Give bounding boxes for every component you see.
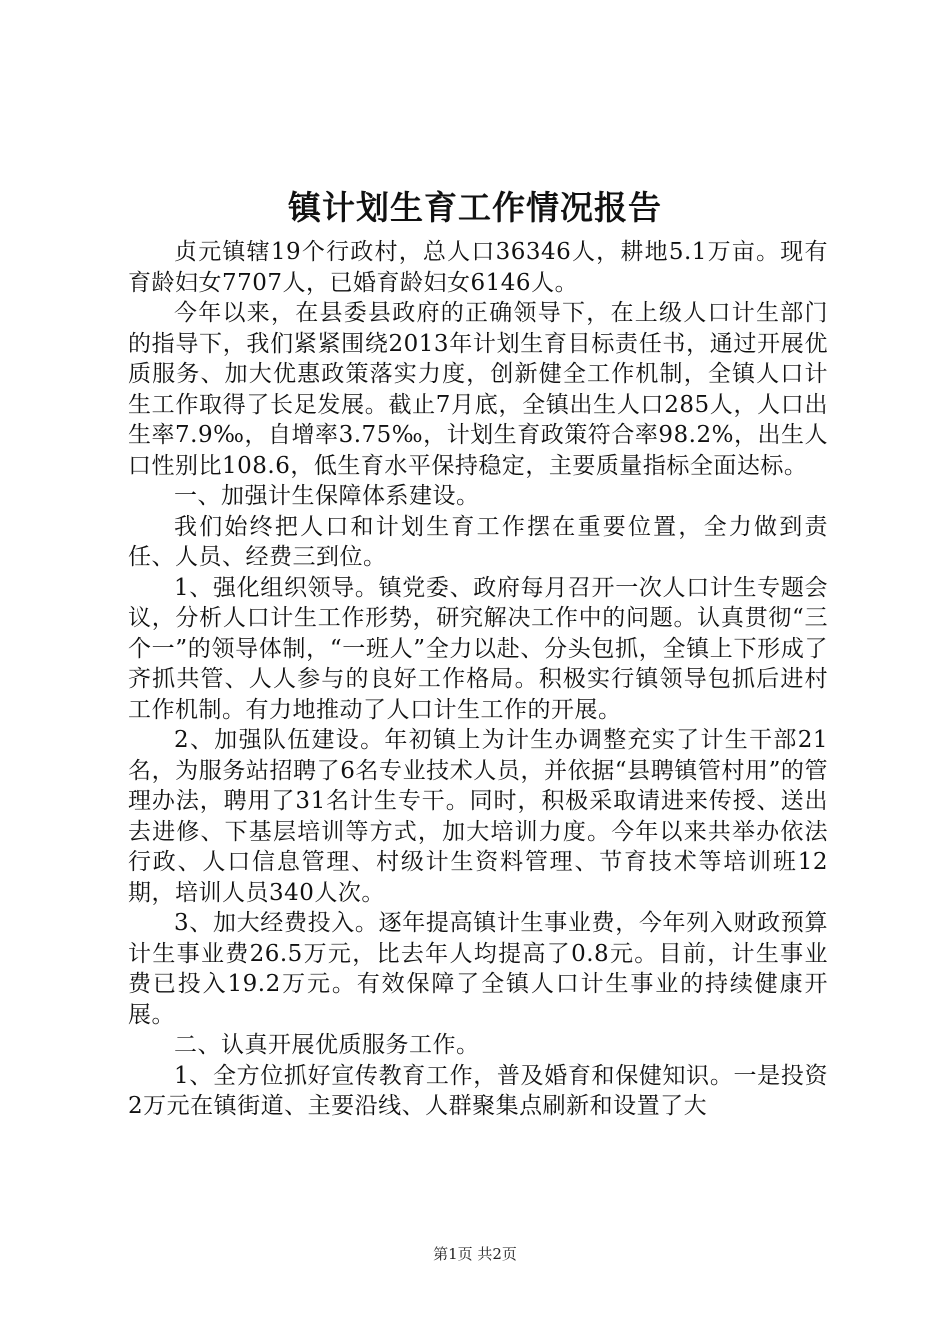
document-body: [128, 237, 828, 1122]
document-title: 镇计划生育工作情况报告: [288, 188, 662, 227]
paragraph-item-2-1: 1、全方位抓好宣传教育工作，普及婚育和保健知识。一是投资2万元在镇街道、主要沿线、人群聚集点刷新和设置了大: [128, 1062, 828, 1119]
paragraph-item-1-1: 1、强化组织领导。镇党委、政府每月召开一次人口计生专题会议，分析人口计生工作形势，研究解决工作中的问题。认真贯彻“三个一”的领导体制，“一班人”全力以赴、分头包抓，全镇上下形成了齐抓共管、人人参与的良好工作格局。积极实行镇领导包抓后进村工作机制。有力地推动了人口计生工作的开展。: [128, 574, 828, 723]
paragraph-overview: 今年以来，在县委县政府的正确领导下，在上级人口计生部门的指导下，我们紧紧围绕2013年计划生育目标责任书，通过开展优质服务、加大优惠政策落实力度，创新健全工作机制，全镇人口计生工作取得了长足发展。截止7月底，全镇出生人口285人，人口出生率7.9‰，自增率3.75‰，计划生育政策符合率98.2%，出生人口性别比108.6，低生育水平保持稳定，主要质量指标全面达标。: [128, 300, 828, 479]
paragraph-intro: 贞元镇辖19个行政村，总人口36346人，耕地5.1万亩。现有育龄妇女7707人，已婚育龄妇女6146人。: [128, 239, 828, 296]
paragraph-section-1-intro: 我们始终把人口和计划生育工作摆在重要位置，全力做到责任、人员、经费三到位。: [128, 513, 828, 570]
paragraph-item-1-2: 2、加强队伍建设。年初镇上为计生办调整充实了计生干部21名，为服务站招聘了6名专业技术人员，并依据“县聘镇管村用”的管理办法，聘用了31名计生专干。同时，积极采取请进来传授、送出去进修、下基层培训等方式，加大培训力度。今年以来共举办依法行政、人口信息管理、村级计生资料管理、节育技术等培训班12期，培训人员340人次。: [128, 727, 828, 906]
paragraph-item-1-3: 3、加大经费投入。逐年提高镇计生事业费，今年列入财政预算计生事业费26.5万元，比去年人均提高了0.8元。目前，计生事业费已投入19.2万元。有效保障了全镇人口计生事业的持续健康开展。: [128, 910, 828, 1028]
section-heading-1: 一、加强计生保障体系建设。: [174, 483, 480, 509]
section-heading-2: 二、认真开展优质服务工作。: [174, 1032, 480, 1058]
page-footer: 第1页 共2页: [433, 1245, 517, 1263]
